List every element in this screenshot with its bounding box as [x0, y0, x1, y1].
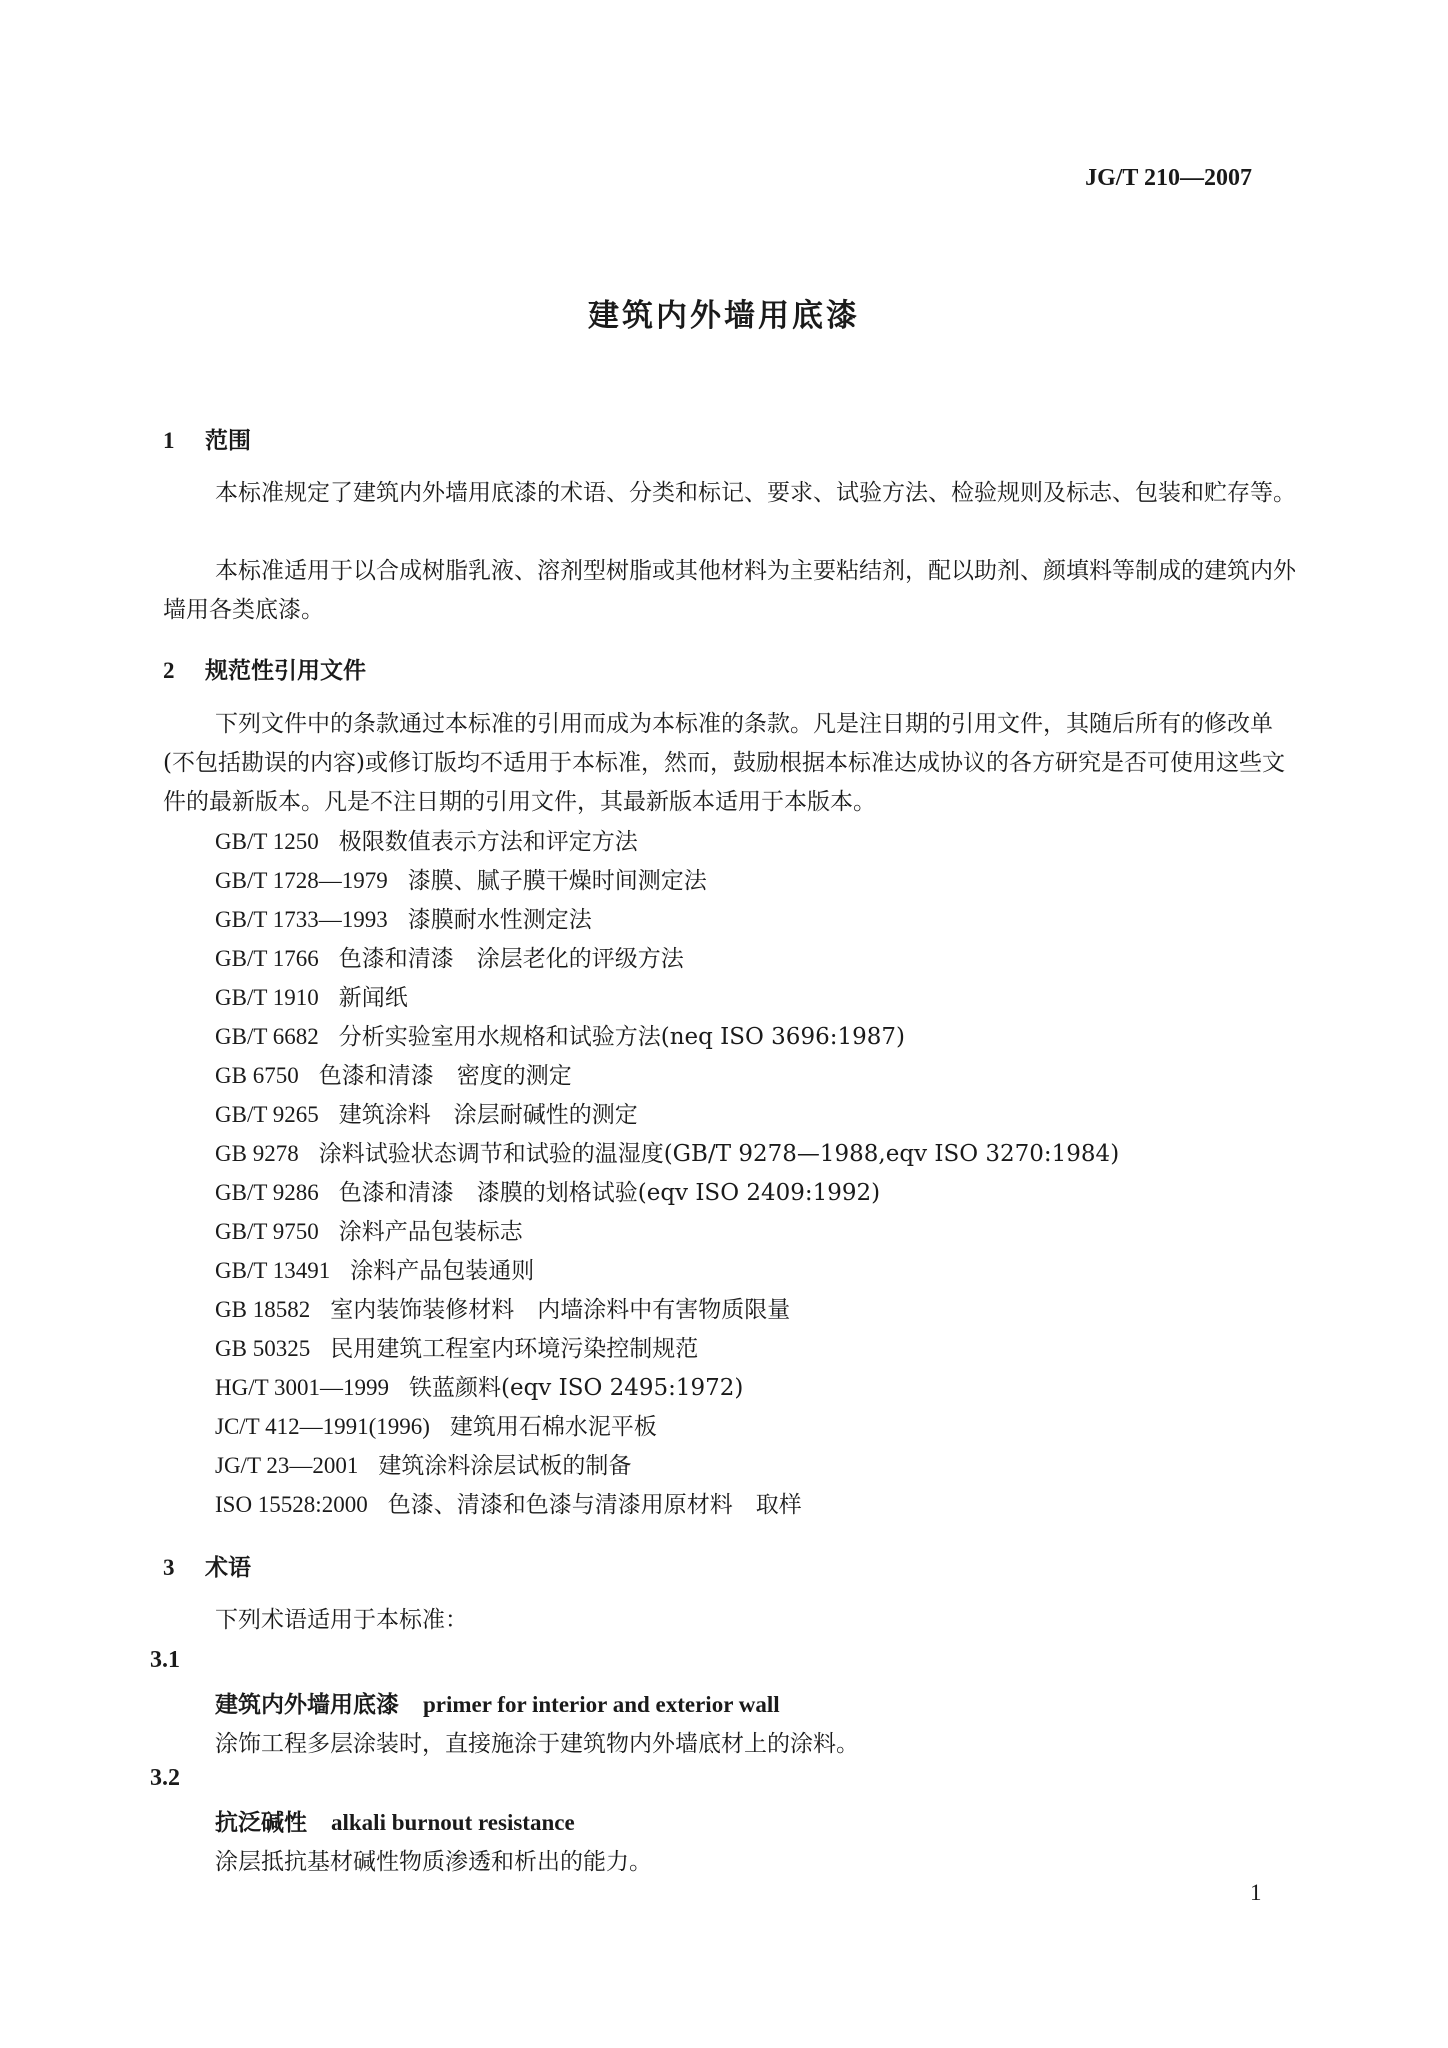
section-1-paragraph-1: 本标准规定了建筑内外墙用底漆的术语、分类和标记、要求、试验方法、检验规则及标志、包装和贮存等。 [215, 480, 1296, 506]
reference-title: 民用建筑工程室内环境污染控制规范 [330, 1336, 699, 1362]
reference-item [215, 822, 1119, 861]
reference-title: 建筑涂料涂层试板的制备 [378, 1453, 632, 1479]
reference-code: JC/T 412—1991(1996) [215, 1414, 430, 1439]
section-1-heading [163, 422, 251, 455]
reference-code: GB/T 1766 [215, 946, 319, 971]
term-english: alkali burnout resistance [331, 1810, 575, 1835]
reference-title: 色漆和清漆 漆膜的划格试验(eqv ISO 2409:1992) [338, 1180, 881, 1206]
reference-item [215, 1368, 1119, 1407]
reference-title: 漆膜、腻子膜干燥时间测定法 [407, 868, 707, 894]
reference-title: 分析实验室用水规格和试验方法(neq ISO 3696:1987) [338, 1024, 905, 1050]
reference-code: JG/T 23—2001 [215, 1453, 359, 1478]
term-chinese: 抗泛碱性 [215, 1810, 307, 1836]
reference-code: GB/T 9265 [215, 1102, 319, 1127]
reference-title: 色漆、清漆和色漆与清漆用原材料 取样 [387, 1492, 802, 1518]
page-number: 1 [1250, 1880, 1262, 1905]
reference-title: 涂料产品包装通则 [350, 1258, 535, 1284]
reference-item [215, 1251, 1119, 1290]
reference-code: ISO 15528:2000 [215, 1492, 368, 1517]
reference-item [215, 1212, 1119, 1251]
section-2-intro: 下列文件中的条款通过本标准的引用而成为本标准的条款。凡是注日期的引用文件，其随后所有的修改单(不包括勘误的内容)或修订版均不适用于本标准，然而，鼓励根据本标准达成协议的各方研究是否可使用这些文件的最新版本。凡是不注日期的引用文件，其最新版本适用于本版本。 [163, 711, 1285, 815]
reference-title: 建筑涂料 涂层耐碱性的测定 [338, 1102, 638, 1128]
reference-item [215, 900, 1119, 939]
section-2-heading [163, 652, 366, 685]
section-number: 1 [163, 428, 175, 453]
term-entry [215, 1804, 575, 1837]
reference-title: 建筑用石棉水泥平板 [449, 1414, 657, 1440]
reference-code: GB/T 1733—1993 [215, 907, 388, 932]
reference-title: 漆膜耐水性测定法 [407, 907, 592, 933]
reference-title: 色漆和清漆 密度的测定 [318, 1063, 572, 1089]
reference-code: GB/T 1250 [215, 829, 319, 854]
reference-title: 铁蓝颜料(eqv ISO 2495:1972) [409, 1375, 744, 1401]
term-number: 3.1 [150, 1647, 180, 1673]
reference-item [215, 1290, 1119, 1329]
reference-code: GB/T 13491 [215, 1258, 331, 1283]
section-3-heading [163, 1549, 251, 1582]
reference-title: 极限数值表示方法和评定方法 [338, 829, 638, 855]
reference-code: GB 6750 [215, 1063, 299, 1088]
section-title: 术语 [205, 1555, 251, 1581]
reference-title: 色漆和清漆 涂层老化的评级方法 [338, 946, 684, 972]
reference-title: 涂料产品包装标志 [338, 1219, 523, 1245]
reference-code: HG/T 3001—1999 [215, 1375, 389, 1400]
reference-title: 涂料试验状态调节和试验的温湿度(GB/T 9278—1988,eqv ISO 3270:1984) [318, 1141, 1120, 1167]
reference-code: GB 9278 [215, 1141, 299, 1166]
section-1-paragraph-2: 本标准适用于以合成树脂乳液、溶剂型树脂或其他材料为主要粘结剂，配以助剂、颜填料等制成的建筑内外墙用各类底漆。 [163, 558, 1296, 623]
reference-item [215, 939, 1119, 978]
document-title: 建筑内外墙用底漆 [588, 298, 860, 334]
reference-item [215, 1095, 1119, 1134]
reference-title: 新闻纸 [338, 985, 408, 1011]
section-title: 范围 [205, 428, 251, 454]
reference-code: GB 50325 [215, 1336, 311, 1361]
section-number: 3 [163, 1555, 175, 1580]
term-number: 3.2 [150, 1765, 180, 1791]
reference-code: GB/T 9750 [215, 1219, 319, 1244]
term-definition: 涂层抵抗基材碱性物质渗透和析出的能力。 [215, 1849, 652, 1875]
reference-code: GB 18582 [215, 1297, 311, 1322]
section-3-intro: 下列术语适用于本标准： [215, 1607, 468, 1633]
term-english: primer for interior and exterior wall [423, 1692, 780, 1717]
reference-item [215, 1017, 1119, 1056]
reference-item [215, 978, 1119, 1017]
reference-item [215, 1056, 1119, 1095]
reference-code: GB/T 6682 [215, 1024, 319, 1049]
reference-item [215, 861, 1119, 900]
reference-item [215, 1446, 1119, 1485]
reference-item [215, 1485, 1119, 1524]
reference-item [215, 1173, 1119, 1212]
reference-item [215, 1134, 1119, 1173]
term-entry [215, 1686, 780, 1719]
reference-item [215, 1407, 1119, 1446]
section-number: 2 [163, 658, 175, 683]
reference-code: GB/T 9286 [215, 1180, 319, 1205]
reference-code: GB/T 1910 [215, 985, 319, 1010]
section-title: 规范性引用文件 [205, 658, 366, 684]
standard-code: JG/T 210—2007 [1085, 165, 1252, 191]
reference-title: 室内装饰装修材料 内墙涂料中有害物质限量 [330, 1297, 791, 1323]
term-chinese: 建筑内外墙用底漆 [215, 1692, 399, 1718]
normative-references-list [215, 822, 1119, 1524]
term-definition: 涂饰工程多层涂装时，直接施涂于建筑物内外墙底材上的涂料。 [215, 1731, 859, 1757]
reference-item [215, 1329, 1119, 1368]
reference-code: GB/T 1728—1979 [215, 868, 388, 893]
